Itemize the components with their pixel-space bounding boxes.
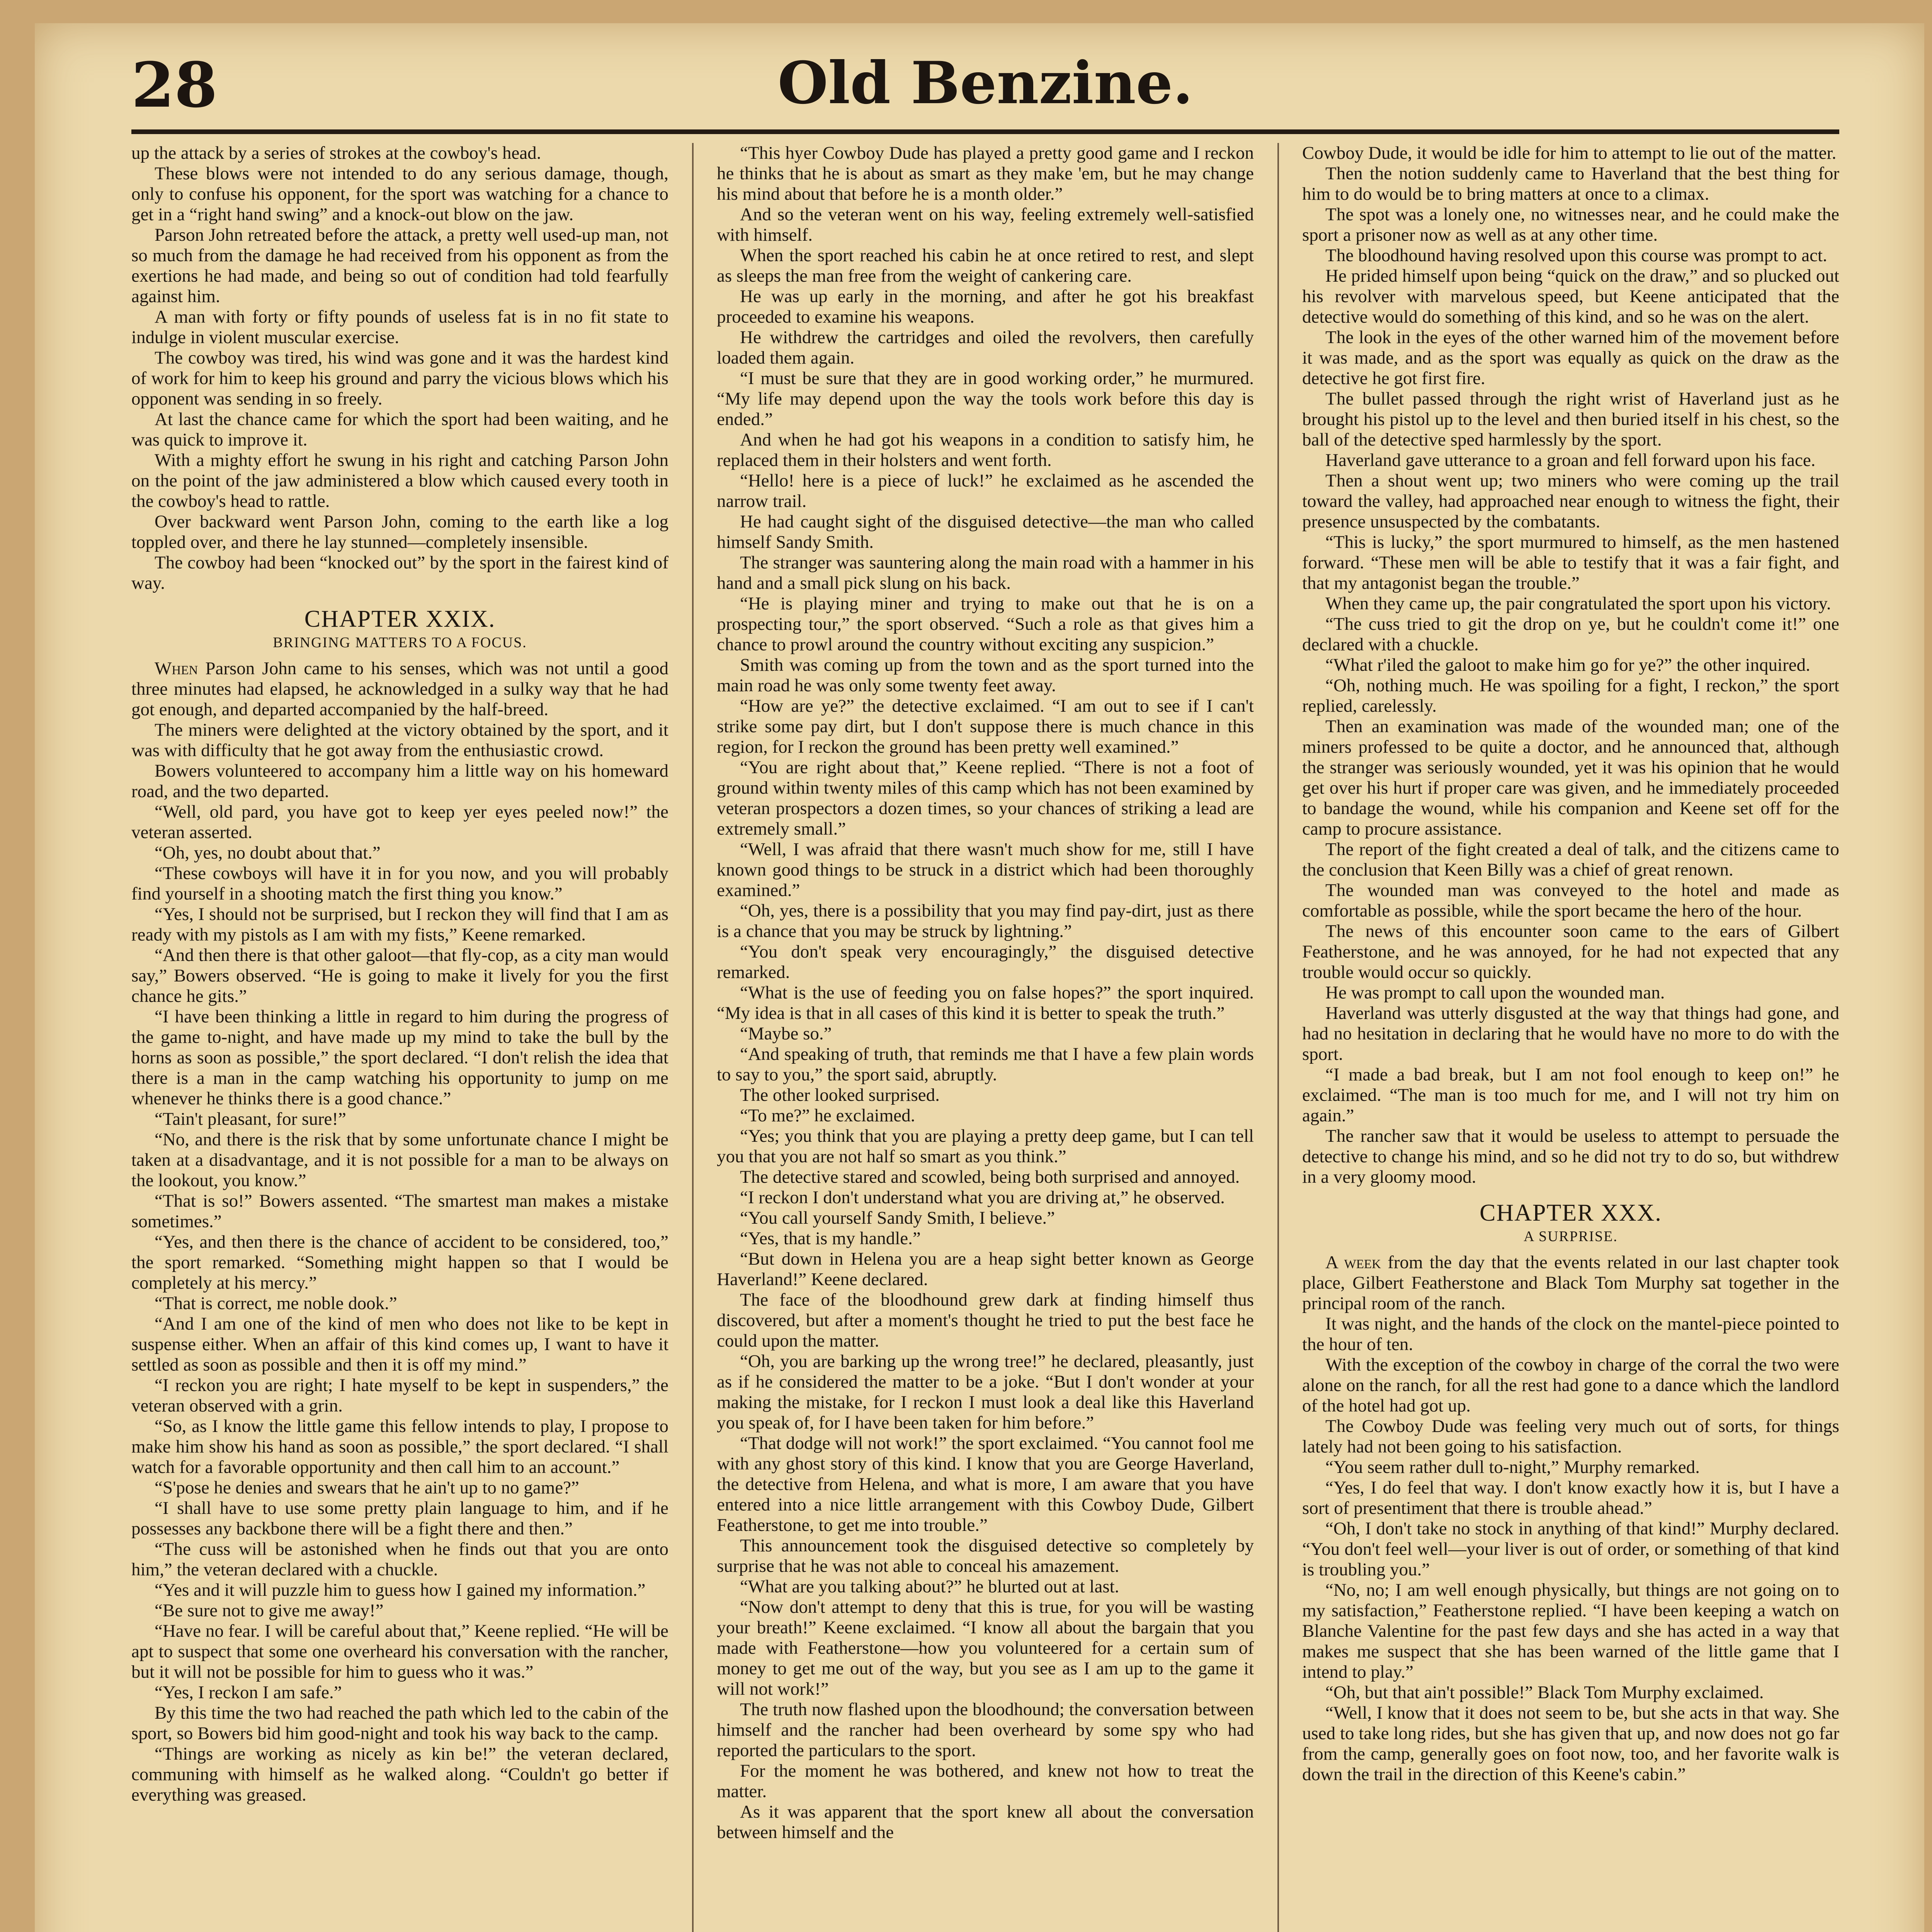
paragraph: “Maybe so.” <box>740 1024 832 1044</box>
paragraph: By this time the two had reached the path which led to the cabin of the sport, so Bowers bid him good-night and took his way back to the camp. <box>131 1703 668 1743</box>
paragraph: “That dodge will not work!” the sport exclaimed. “You cannot fool me with any ghost story of this kind. I know that you are George Haverland, the detective from Helena, and what is more, I am aware that you have entered into a nice little arrangement with this Cowboy Dude, Gilbert Featherstone, to get me into trouble.” <box>717 1433 1254 1535</box>
paragraph: “No, and there is the risk that by some unfortunate chance I might be taken at a disadvantage, and it is not possible for a man to be always on the lookout, you know.” <box>131 1129 668 1190</box>
paragraph: “That is so!” Bowers assented. “The smartest man makes a mistake sometimes.” <box>131 1191 668 1231</box>
lead-word: When <box>155 658 198 679</box>
paragraph: When they came up, the pair congratulated the sport upon his victory. <box>1325 594 1831 614</box>
paragraph: As it was apparent that the sport knew all about the conversation between himself and the <box>717 1802 1254 1842</box>
paragraph: “You are right about that,” Keene replied. “There is not a foot of ground within twenty miles of this camp which has not been examined by veteran prospectors a dozen times, so your chances of striking a lead are extremely small.” <box>717 757 1254 839</box>
column-3 <box>1302 143 1839 1932</box>
paragraph: “But down in Helena you are a heap sight better known as George Haverland!” Keene declared. <box>717 1249 1254 1289</box>
paragraph: “Things are working as nicely as kin be!” the veteran declared, communing with himself as he walked along. “Couldn't go better if everything was greased. <box>131 1744 668 1805</box>
paragraph: Then an examination was made of the wounded man; one of the miners professed to be quite a doctor, and he announced that, although the stranger was seriously wounded, yet it was his opinion that he would get over his hurt if proper care was given, and he immediately proceeded to bandage the wound, while his companion and Keene set off for the camp to procure assistance. <box>1302 716 1839 839</box>
paragraph: “Oh, nothing much. He was spoiling for a fight, I reckon,” the sport replied, carelessly. <box>1302 675 1839 716</box>
chapter-opening-paragraph <box>1302 1252 1839 1314</box>
paragraph: He was up early in the morning, and after he got his breakfast proceeded to examine his weapons. <box>717 286 1254 327</box>
paragraph: “To me?” he exclaimed. <box>740 1105 915 1126</box>
paragraph: “Well, old pard, you have got to keep yer eyes peeled now!” the veteran asserted. <box>131 802 668 842</box>
paragraph: These blows were not intended to do any serious damage, though, only to confuse his opponent, for the sport was watching for a chance to get in a “right hand swing” and a knock-out blow on the jaw. <box>131 163 668 224</box>
paragraph: “Yes, I reckon I am safe.” <box>155 1682 342 1702</box>
paragraph: “Have no fear. I will be careful about that,” Keene replied. “He will be apt to suspect that some one overheard his conversation with the rancher, but it will not be possible for him to guess who it was.” <box>131 1621 668 1682</box>
chapter-opening-paragraph <box>131 658 668 720</box>
lead-word: A week <box>1325 1252 1381 1272</box>
paragraph: For the moment he was bothered, and knew not how to treat the matter. <box>717 1761 1254 1801</box>
paragraph: “The cuss will be astonished when he finds out that you are onto him,” the veteran declared with a chuckle. <box>131 1539 668 1580</box>
paragraph: A man with forty or fifty pounds of useless fat is in no fit state to indulge in violent muscular exercise. <box>131 307 668 347</box>
paragraph: Haverland gave utterance to a groan and fell forward upon his face. <box>1325 450 1816 470</box>
paragraph: Haverland was utterly disgusted at the way that things had gone, and had no hesitation in declaring that he would have no more to do with the sport. <box>1302 1003 1839 1064</box>
paragraph: “These cowboys will have it in for you now, and you will probably find yourself in a shooting match the first thing you know.” <box>131 863 668 904</box>
paragraph: “Oh, you are barking up the wrong tree!” he declared, pleasantly, just as if he considered the matter to be a joke. “But I don't wonder at your making the mistake, for I reckon I must look a deal like this Haverland you speak of, for I have been taken for him before.” <box>717 1351 1254 1433</box>
paragraph: With a mighty effort he swung in his right and catching Parson John on the point of the jaw administered a blow which caused every tooth in the cowboy's head to rattle. <box>131 450 668 511</box>
paragraph: “Yes, and then there is the chance of accident to be considered, too,” the sport remarked. “Something might happen so that I would be completely at his mercy.” <box>131 1232 668 1293</box>
paragraph: He withdrew the cartridges and oiled the revolvers, then carefully loaded them again. <box>717 327 1254 368</box>
paragraph: “What are you talking about?” he blurted out at last. <box>740 1577 1119 1597</box>
chapter-heading: CHAPTER XXIX. <box>304 606 496 632</box>
paragraph: “You seem rather dull to-night,” Murphy remarked. <box>1325 1457 1700 1477</box>
paragraph: “You don't speak very encouragingly,” the disguised detective remarked. <box>717 942 1254 982</box>
paragraph: When the sport reached his cabin he at once retired to rest, and slept as sleeps the man free from the weight of cankering care. <box>717 245 1254 286</box>
paragraph: “Well, I was afraid that there wasn't much show for me, still I have known good things to be struck in a district which had been thoroughly examined.” <box>717 839 1254 900</box>
paragraph: Then the notion suddenly came to Haverland that the best thing for him to do would be to bring matters at once to a climax. <box>1302 163 1839 204</box>
paragraph: Parson John retreated before the attack, a pretty well used-up man, not so much from the damage he had received from his opponent as from the exertions he had made, and being so out of condition had told fearfully against him. <box>131 225 668 306</box>
paragraph: He had caught sight of the disguised detective—the man who called himself Sandy Smith. <box>717 512 1254 552</box>
paragraph: “That is correct, me noble dook.” <box>155 1293 397 1313</box>
paragraph: The cowboy had been “knocked out” by the sport in the fairest kind of way. <box>131 553 668 593</box>
paragraph: “I shall have to use some pretty plain language to him, and if he possesses any backbone there will be a fight there and then.” <box>131 1498 668 1539</box>
paragraph: “Now don't attempt to deny that this is true, for you will be wasting your breath!” Keene exclaimed. “I know all about the bargain that you made with Featherstone—how you volunteered for a certain sum of money to get me out of the way, but you see as I am up to the game it will not work!” <box>717 1597 1254 1699</box>
paragraph: The truth now flashed upon the bloodhound; the conversation between himself and the rancher had been overheard by some spy who had reported the particulars to the sport. <box>717 1699 1254 1760</box>
paragraph: It was night, and the hands of the clock on the mantel-piece pointed to the hour of ten. <box>1302 1314 1839 1354</box>
paragraph: At last the chance came for which the sport had been waiting, and he was quick to improve it. <box>131 409 668 450</box>
paragraph: And so the veteran went on his way, feeling extremely well-satisfied with himself. <box>717 204 1254 245</box>
paragraph: “Well, I know that it does not seem to be, but she acts in that way. She used to take long rides, but she has given that up, and now does not go far from the camp, generally goes on foot now, too, and her favorite walk is down the trail in the direction of this Keene's cabin.” <box>1302 1703 1839 1784</box>
paragraph: Smith was coming up from the town and as the sport turned into the main road he was only some twenty feet away. <box>717 655 1254 696</box>
paragraph: “I must be sure that they are in good working order,” he murmured. “My life may depend upon the way the tools work before this day is ended.” <box>717 368 1254 429</box>
paragraph: He was prompt to call upon the wounded man. <box>1325 983 1665 1003</box>
paragraph: “Oh, yes, no doubt about that.” <box>155 843 381 863</box>
column-divider <box>1277 143 1279 1932</box>
paragraph: “I made a bad break, but I am not fool enough to keep on!” he exclaimed. “The man is too much for me, and I will not try him on again.” <box>1302 1065 1839 1126</box>
magazine-page <box>35 23 1924 1932</box>
paragraph: “He is playing miner and trying to make out that he is on a prospecting tour,” the sport observed. “Such a role as that gives him a chance to prowl around the country without exciting any suspicion.” <box>717 594 1254 655</box>
paragraph: The other looked surprised. <box>740 1085 940 1105</box>
paragraph: “And speaking of truth, that reminds me that I have a few plain words to say to you,” the sport said, abruptly. <box>717 1044 1254 1085</box>
paragraph: “I reckon I don't understand what you are driving at,” he observed. <box>740 1187 1225 1208</box>
paragraph: “Oh, I don't take no stock in anything of that kind!” Murphy declared. “You don't feel well—your liver is out of order, or something of that kind is troubling you.” <box>1302 1519 1839 1580</box>
paragraph: The face of the bloodhound grew dark at finding himself thus discovered, but after a moment's thought he tried to put the best face he could upon the matter. <box>717 1290 1254 1351</box>
paragraph: The news of this encounter soon came to the ears of Gilbert Featherstone, and he was annoyed, for he had not expected that any trouble would occur so quickly. <box>1302 921 1839 982</box>
paragraph: “The cuss tried to git the drop on ye, but he couldn't come it!” one declared with a chuckle. <box>1302 614 1839 655</box>
paragraph: Then a shout went up; two miners who were coming up the trail toward the valley, had approached near enough to witness the fight, their presence unsuspected by the combatants. <box>1302 471 1839 532</box>
paragraph: This announcement took the disguised detective so completely by surprise that he was not able to conceal his amazement. <box>717 1536 1254 1576</box>
column-divider <box>692 143 694 1932</box>
paragraph: “Tain't pleasant, for sure!” <box>155 1109 346 1129</box>
paragraph: The miners were delighted at the victory obtained by the sport, and it was with difficulty that he got away from the enthusiastic crowd. <box>131 720 668 760</box>
paragraph: And when he had got his weapons in a condition to satisfy him, he replaced them in their holsters and went forth. <box>717 430 1254 470</box>
chapter-heading: CHAPTER XXX. <box>1480 1200 1662 1226</box>
paragraph: “What r'iled the galoot to make him go for ye?” the other inquired. <box>1325 655 1810 675</box>
paragraph: The stranger was sauntering along the main road with a hammer in his hand and a small pick slung on his back. <box>717 553 1254 593</box>
paragraph: “Yes and it will puzzle him to guess how I gained my information.” <box>155 1580 646 1600</box>
paragraph: The spot was a lonely one, no witnesses near, and he could make the sport a prisoner now as well as at any other time. <box>1302 204 1839 245</box>
paragraph: “Oh, but that ain't possible!” Black Tom Murphy exclaimed. <box>1325 1682 1764 1702</box>
chapter-subtitle: BRINGING MATTERS TO A FOCUS. <box>273 634 527 651</box>
column-2 <box>717 143 1254 1932</box>
page-header <box>131 39 1839 135</box>
paragraph: “And I am one of the kind of men who does not like to be kept in suspense either. When an affair of this kind comes up, I want to have it settled as soon as possible and then it is off my mind.” <box>131 1314 668 1375</box>
paragraph: The detective stared and scowled, being both surprised and annoyed. <box>740 1167 1240 1187</box>
paragraph: The cowboy was tired, his wind was gone and it was the hardest kind of work for him to keep his ground and parry the vicious blows which his opponent was sending in so freely. <box>131 348 668 409</box>
header-rule <box>131 129 1839 134</box>
paragraph: “Hello! here is a piece of luck!” he exclaimed as he ascended the narrow trail. <box>717 471 1254 511</box>
paragraph: “I reckon you are right; I hate myself to be kept in suspenders,” the veteran observed with a grin. <box>131 1375 668 1416</box>
paragraph: “How are ye?” the detective exclaimed. “I am out to see if I can't strike some pay dirt, but I don't suppose there is much chance in this region, for I reckon the ground has been pretty well examined.” <box>717 696 1254 757</box>
paragraph: “Yes, I should not be surprised, but I reckon they will find that I am as ready with my pistols as I am with my fists,” Keene remarked. <box>131 904 668 945</box>
paragraph: “I have been thinking a little in regard to him during the progress of the game to-night, and have made up my mind to take the bull by the horns as soon as possible,” the sport declared. “I don't relish the idea that there is a man in the camp watching his opportunity to jump on me whenever he thinks there is a good chance.” <box>131 1007 668 1109</box>
text-columns <box>131 143 1839 1932</box>
page-number: 28 <box>131 49 218 121</box>
paragraph: The wounded man was conveyed to the hotel and made as comfortable as possible, while the sport became the hero of the hour. <box>1302 880 1839 921</box>
paragraph: The report of the fight created a deal of talk, and the citizens came to the conclusion that Keen Billy was a chief of great renown. <box>1302 839 1839 880</box>
paragraph: The bullet passed through the right wrist of Haverland just as he brought his pistol up to the level and then buried itself in his chest, so the ball of the detective sped harmlessly by the sport. <box>1302 389 1839 450</box>
paragraph: up the attack by a series of strokes at the cowboy's head. <box>131 143 541 163</box>
paragraph: “Yes, that is my handle.” <box>740 1228 921 1248</box>
paragraph: “Oh, yes, there is a possibility that you may find pay-dirt, just as there is a chance that you may be struck by lightning.” <box>717 901 1254 941</box>
chapter-subtitle: A SURPRISE. <box>1524 1228 1618 1245</box>
paragraph: With the exception of the cowboy in charge of the corral the two were alone on the ranch, for all the rest had gone to a dance which the landlord of the hotel had got up. <box>1302 1355 1839 1416</box>
column-1 <box>131 143 668 1932</box>
paragraph: “So, as I know the little game this fellow intends to play, I propose to make him show his hand as soon as possible,” the sport declared. “I shall watch for a favorable opportunity and then call him to an account.” <box>131 1416 668 1477</box>
paragraph: The look in the eyes of the other warned him of the movement before it was made, and as the sport was equally as quick on the draw as the detective he got first fire. <box>1302 327 1839 388</box>
paragraph: The Cowboy Dude was feeling very much out of sorts, for things lately had not been going to his satisfaction. <box>1302 1416 1839 1457</box>
paragraph: The bloodhound having resolved upon this course was prompt to act. <box>1325 245 1827 265</box>
paragraph: “You call yourself Sandy Smith, I believe.” <box>740 1208 1055 1228</box>
lead-rest: Parson John came to his senses, which was not until a good three minutes had elapsed, he acknowledged in a sulky way that he had got enough, and departed accompanied by the half-breed. <box>131 658 668 719</box>
lead-rest: from the day that the events related in our last chapter took place, Gilbert Featherstone and Black Tom Murphy sat together in the principal room of the ranch. <box>1302 1252 1839 1313</box>
paragraph: “This hyer Cowboy Dude has played a pretty good game and I reckon he thinks that he is about as smart as they make 'em, but he may change his mind about that before he is a month older.” <box>717 143 1254 204</box>
paragraph: “This is lucky,” the sport murmured to himself, as the men hastened forward. “These men will be able to testify that it was a fair fight, and that my antagonist began the trouble.” <box>1302 532 1839 593</box>
paragraph: He prided himself upon being “quick on the draw,” and so plucked out his revolver with marvelous speed, but Keene anticipated that the detective would do something of this kind, and so he was on the alert. <box>1302 266 1839 327</box>
magazine-title: Old Benzine. <box>777 49 1193 117</box>
paragraph: The rancher saw that it would be useless to attempt to persuade the detective to change his mind, and so he did not try to do so, but withdrew in a very gloomy mood. <box>1302 1126 1839 1187</box>
paragraph: “Yes, I do feel that way. I don't know exactly how it is, but I have a sort of presentiment that there is trouble ahead.” <box>1302 1478 1839 1518</box>
paragraph: “Yes; you think that you are playing a pretty deep game, but I can tell you that you are not half so smart as you think.” <box>717 1126 1254 1167</box>
paragraph: “What is the use of feeding you on false hopes?” the sport inquired. “My idea is that in all cases of this kind it is better to speak the truth.” <box>717 983 1254 1023</box>
paragraph: Over backward went Parson John, coming to the earth like a log toppled over, and there he lay stunned—completely insensible. <box>131 512 668 552</box>
paragraph: “S'pose he denies and swears that he ain't up to no game?” <box>155 1478 579 1498</box>
paragraph: “Be sure not to give me away!” <box>155 1600 384 1621</box>
paragraph: Cowboy Dude, it would be idle for him to attempt to lie out of the matter. <box>1302 143 1837 163</box>
paragraph: “And then there is that other galoot—that fly-cop, as a city man would say,” Bowers observed. “He is going to make it lively for you the first chance he gits.” <box>131 945 668 1006</box>
paragraph: Bowers volunteered to accompany him a little way on his homeward road, and the two departed. <box>131 761 668 801</box>
paragraph: “No, no; I am well enough physically, but things are not going on to my satisfaction,” Featherstone replied. “I have been keeping a watch on Blanche Valentine for the past few days and she has acted in a way that makes me suspect that she has been warned of the little game that I intend to play.” <box>1302 1580 1839 1682</box>
